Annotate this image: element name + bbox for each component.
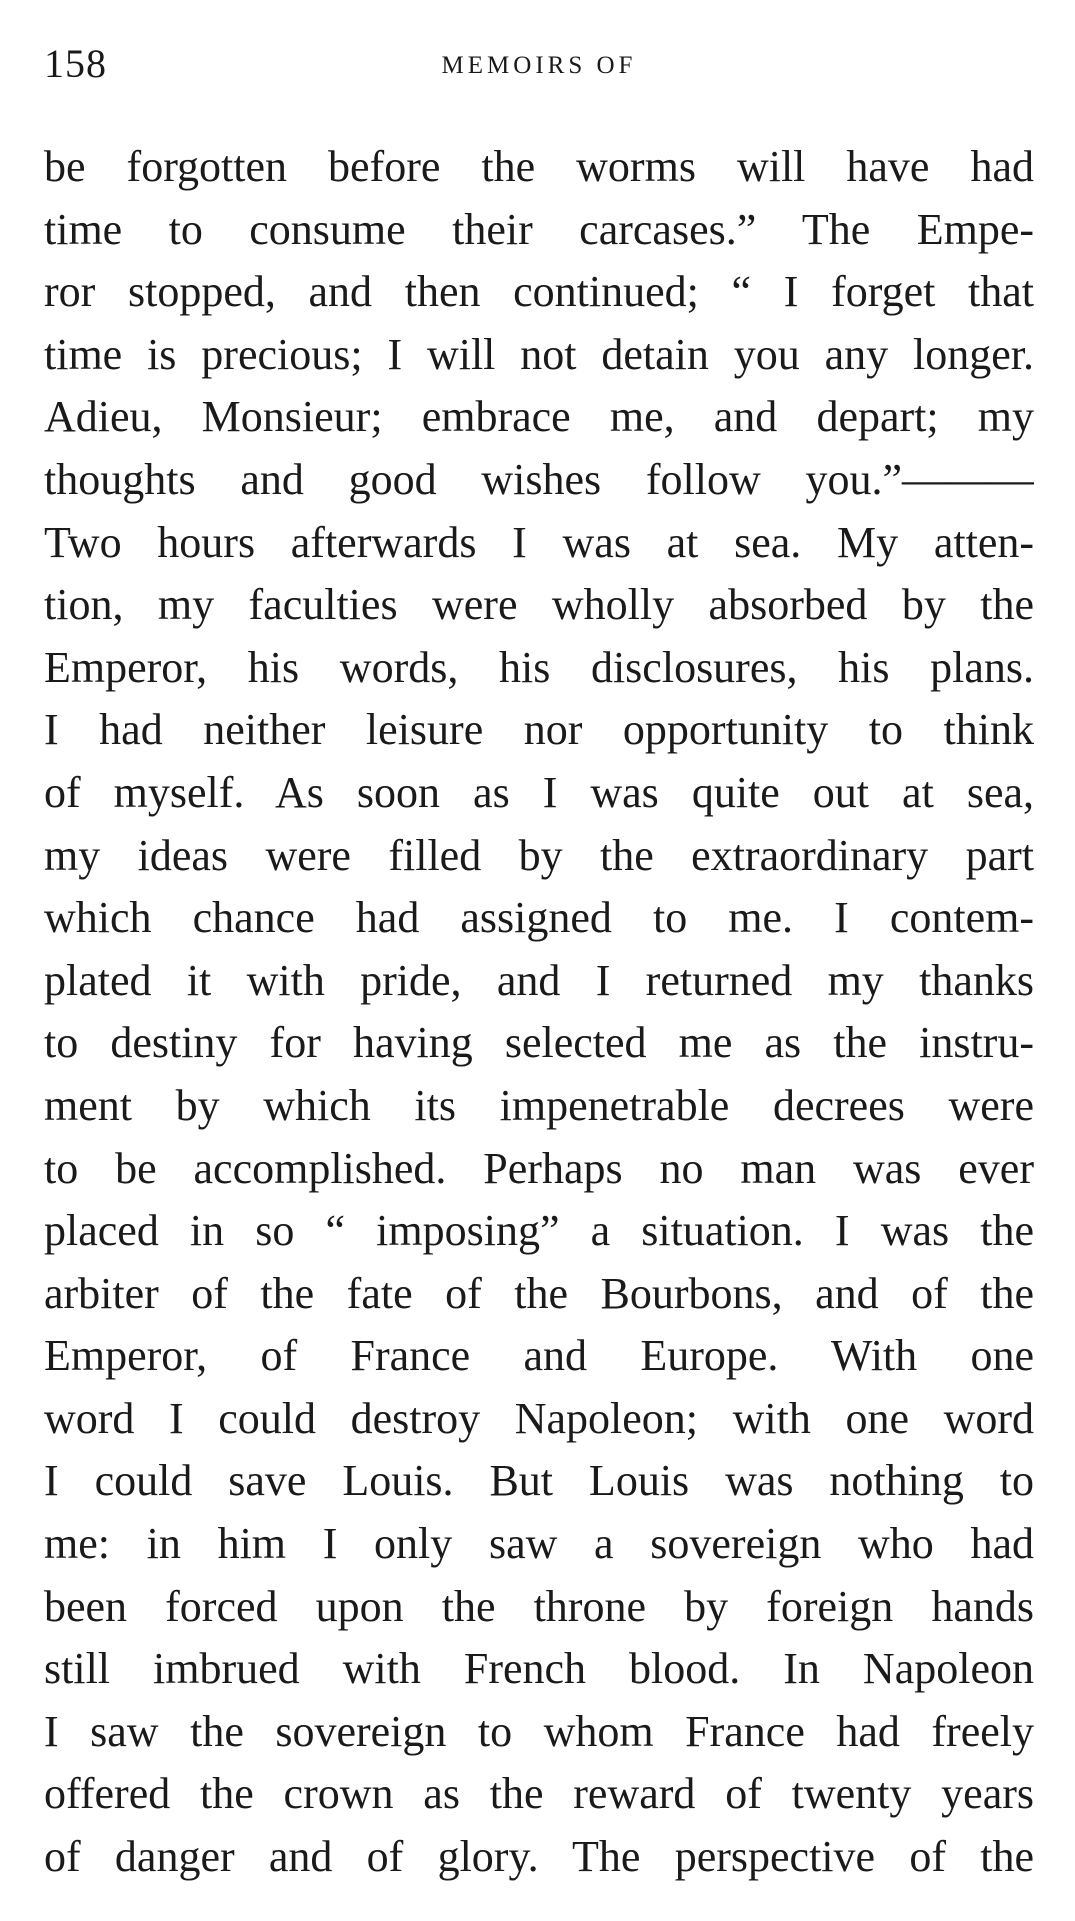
text-line: ment by which its impenetrable decrees were <box>44 1080 1034 1130</box>
text-line: my ideas were filled by the extraordinary part <box>44 830 1034 880</box>
text-line: time is precious; I will not detain you any longer. <box>44 329 1034 379</box>
text-line: which chance had assigned to me. I contem- <box>44 893 1034 943</box>
text-line: Two hours afterwards I was at sea. My atten- <box>44 517 1034 567</box>
text-line: I had neither leisure nor opportunity to think <box>44 705 1034 755</box>
text-line: thoughts and good wishes follow you.”——— <box>44 454 1034 504</box>
body-text <box>44 136 1034 1889</box>
text-line: I saw the sovereign to whom France had freely <box>44 1706 1034 1756</box>
running-head <box>44 40 1034 90</box>
text-line: offered the crown as the reward of twenty years <box>44 1769 1034 1819</box>
text-line: I could save Louis. But Louis was nothing to <box>44 1456 1034 1506</box>
text-line: still imbrued with French blood. In Napoleon <box>44 1644 1034 1694</box>
text-line: tion, my faculties were wholly absorbed by the <box>44 580 1034 630</box>
text-line: arbiter of the fate of the Bourbons, and of the <box>44 1268 1034 1318</box>
text-line: to be accomplished. Perhaps no man was ever <box>44 1143 1034 1193</box>
text-line: Emperor, of France and Europe. With one <box>44 1331 1034 1381</box>
running-title: MEMOIRS OF <box>441 52 637 79</box>
text-line: of danger and of glory. The perspective of the <box>44 1832 1034 1882</box>
text-line: to destiny for having selected me as the instru- <box>44 1018 1034 1068</box>
page-number: 158 <box>44 41 107 86</box>
text-line: me: in him I only saw a sovereign who had <box>44 1519 1034 1569</box>
text-line: been forced upon the throne by foreign hands <box>44 1581 1034 1631</box>
text-line: plated it with pride, and I returned my thanks <box>44 955 1034 1005</box>
text-line: placed in so “ imposing” a situation. I was the <box>44 1206 1034 1256</box>
text-line: ror stopped, and then continued; “ I forget that <box>44 267 1034 317</box>
text-line: Adieu, Monsieur; embrace me, and depart; my <box>44 392 1034 442</box>
text-line: of myself. As soon as I was quite out at sea, <box>44 767 1034 817</box>
text-line: time to consume their carcases.” The Empe- <box>44 204 1034 254</box>
text-line: Emperor, his words, his disclosures, his plans. <box>44 642 1034 692</box>
text-line: word I could destroy Napoleon; with one word <box>44 1393 1034 1443</box>
text-line: be forgotten before the worms will have had <box>44 142 1034 191</box>
